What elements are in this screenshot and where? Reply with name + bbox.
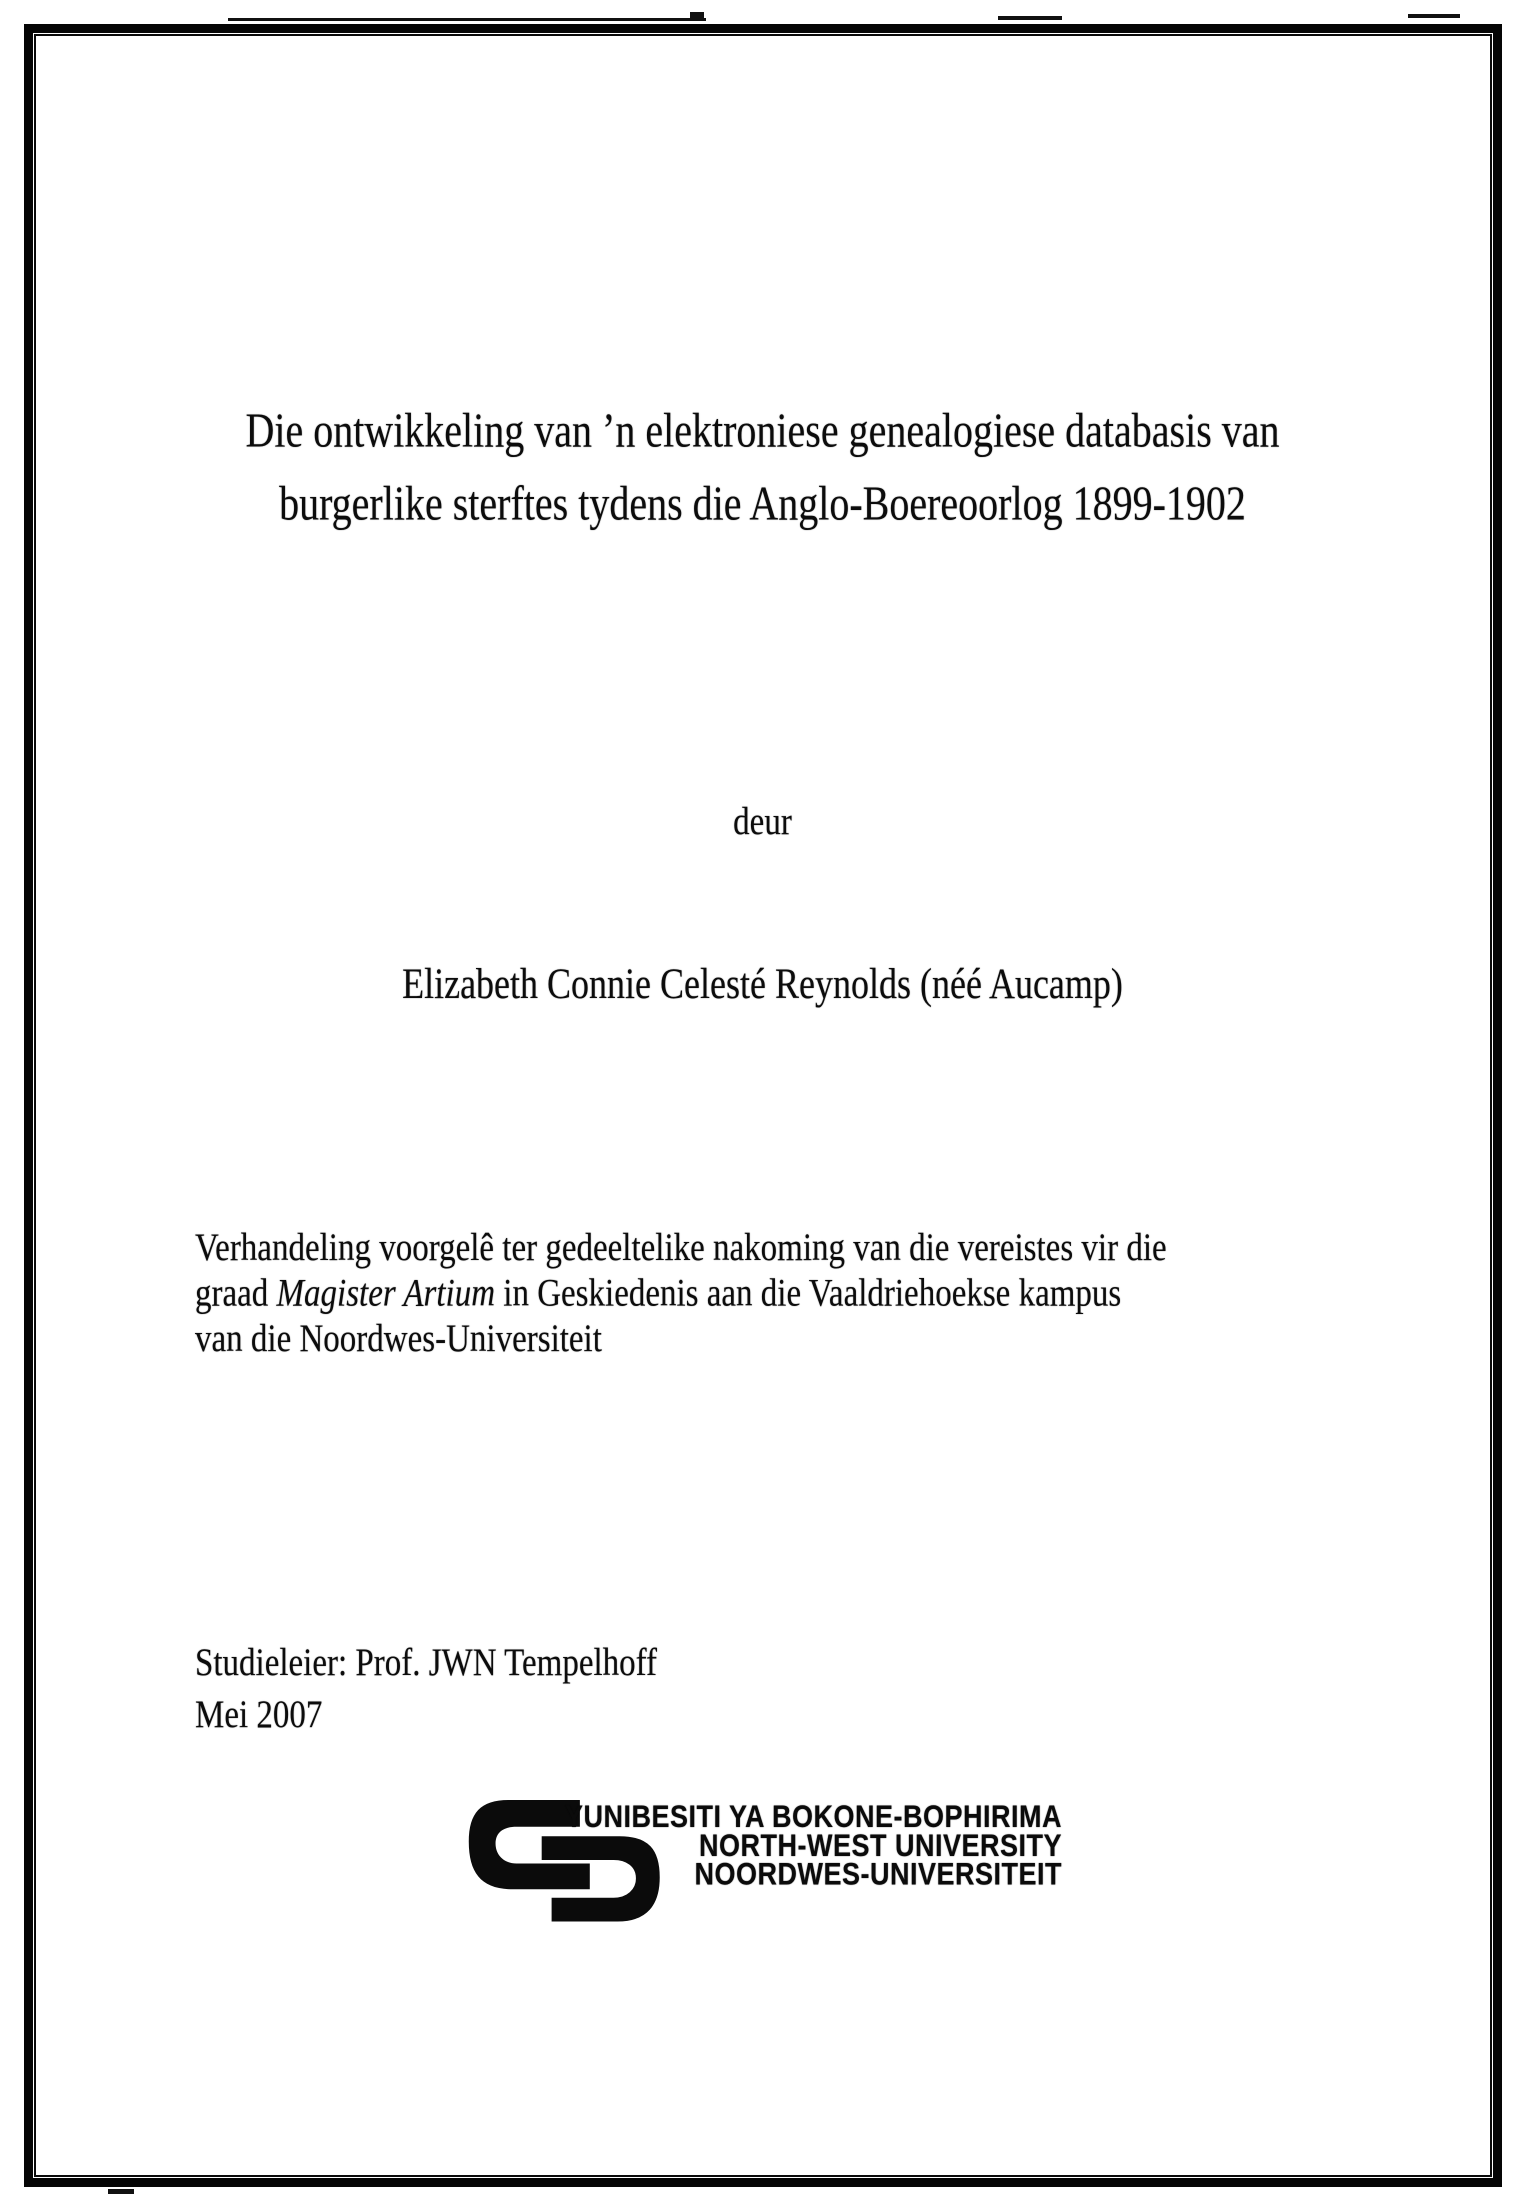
degree-statement-line1: [195, 1225, 1335, 1271]
thesis-title-line2: burgerlike sterftes tydens die Anglo-Boereoorlog 1899-1902: [279, 475, 1246, 531]
author-name: Elizabeth Connie Celesté Reynolds (néé Aucamp): [402, 959, 1123, 1008]
scan-artifact: [1408, 14, 1460, 18]
byline: deur: [733, 800, 792, 844]
supervisor-block: [195, 1638, 657, 1741]
logo-line-setswana: YUNIBESITI YA BOKONE-BOPHIRIMA: [564, 1799, 1062, 1835]
degree-name-italic: Magister Artium: [276, 1271, 496, 1315]
degree-statement-line1-text: Verhandeling voorgelê ter gedeeltelike nakoming van die vereistes vir die: [195, 1226, 1167, 1270]
logo-line-afrikaans: NOORDWES-UNIVERSITEIT: [694, 1857, 1062, 1892]
degree-statement-line2-prefix: graad: [195, 1271, 277, 1315]
degree-statement-line2-suffix: in Geskiedenis aan die Vaaldriehoekse kampus: [495, 1271, 1122, 1315]
degree-statement: [195, 1225, 1335, 1362]
degree-statement-line3: van die Noordwes-Universiteit: [195, 1317, 602, 1361]
logo-line-english: NORTH-WEST UNIVERSITY: [698, 1828, 1062, 1863]
scan-artifact: [690, 12, 704, 20]
thesis-title-line1: Die ontwikkeling van ’n elektroniese genealogiese databasis van: [245, 402, 1280, 458]
degree-statement-line2: [195, 1271, 1335, 1317]
date-line: Mei 2007: [195, 1693, 323, 1737]
supervisor-line: Studieleier: Prof. JWN Tempelhoff: [195, 1641, 658, 1685]
thesis-title: [60, 394, 1465, 540]
scan-artifact: [108, 2189, 134, 2194]
scan-artifact: [228, 18, 706, 21]
university-logo-wordmark: [500, 1799, 1062, 1892]
scan-artifact: [998, 16, 1062, 20]
